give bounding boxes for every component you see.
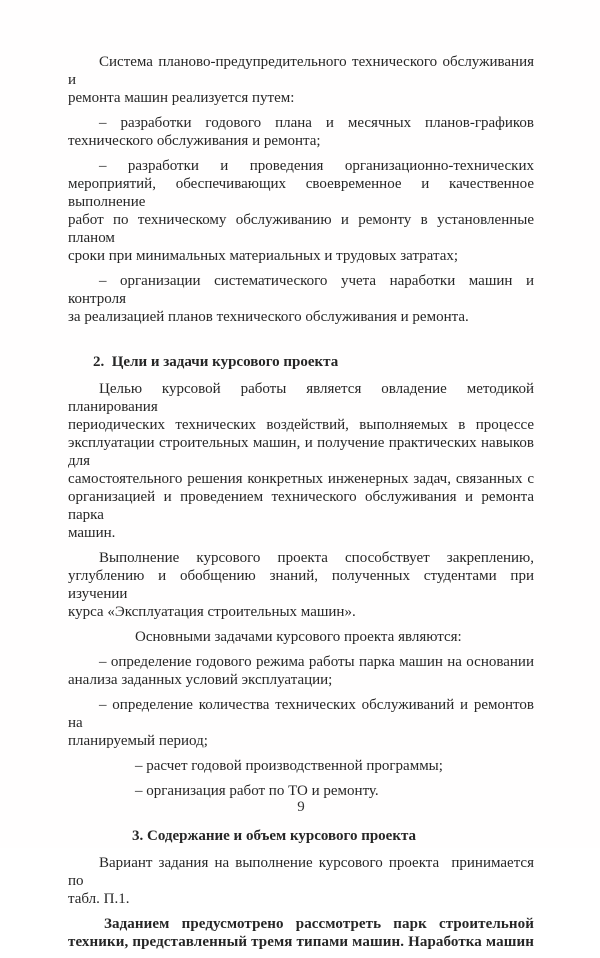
text-line: – разработки и проведения организационно-технических [99, 158, 534, 174]
intro-paragraph [68, 53, 534, 107]
text-line: Выполнение курсового проекта способствует закреплению, [99, 550, 534, 566]
text-line: Заданием предусмотрено рассмотреть парк строительной [104, 916, 534, 932]
text-line: мероприятий, обеспечивающих своевременное и качественное выполнение [68, 176, 534, 210]
text-line: организацией и проведением технического обслуживания и ремонта парка [68, 489, 534, 523]
text-line: Вариант задания на выполнение курсового проекта принимается по [68, 855, 534, 889]
text-line: углублению и обобщению знаний, полученных студентами при изучении [68, 568, 534, 602]
text-line: ремонта машин реализуется путем: [68, 90, 295, 106]
text-line: – расчет годовой производственной программы; [135, 758, 443, 774]
goals-paragraph [68, 380, 534, 542]
text-line: самостоятельного решения конкретных инженерных задач, связанных с [68, 471, 534, 487]
section-heading-contents [68, 827, 534, 845]
bullet-accounting [68, 272, 534, 326]
page-number: 9 [297, 799, 305, 815]
text-line: Система планово-предупредительного технического обслуживания и [68, 54, 534, 88]
text-line: табл. П.1. [68, 891, 130, 907]
text-line: 2. Цели и задачи курсового проекта [93, 354, 339, 370]
text-line: – определение количества технических обслуживаний и ремонтов на [68, 697, 534, 731]
text-line: – организация работ по ТО и ремонту. [135, 783, 379, 799]
text-line: курса «Эксплуатация строительных машин». [68, 604, 356, 620]
text-line: эксплуатации строительных машин, и получение практических навыков для [68, 435, 534, 469]
tasks-lead-line [68, 628, 534, 646]
variant-paragraph [68, 854, 534, 908]
assignment-bold-paragraph [68, 915, 534, 951]
text-line: планируемый период; [68, 733, 208, 749]
text-line: техники, представленный тремя типами машин. Наработка машин [68, 934, 534, 950]
text-line: технического обслуживания и ремонта; [68, 133, 321, 149]
section-heading-goals [68, 353, 534, 371]
text-line: работ по техническому обслуживанию и ремонту в установленные планом [68, 212, 534, 246]
text-line: 3. Содержание и объем курсового проекта [132, 828, 417, 844]
text-line: сроки при минимальных материальных и трудовых затратах; [68, 248, 459, 264]
text-line: анализа заданных условий эксплуатации; [68, 672, 333, 688]
bullet-production-program [68, 757, 534, 775]
text-line: за реализацией планов технического обслуживания и ремонта. [68, 309, 469, 325]
text-line: – организации систематического учета наработки машин и контроля [68, 273, 534, 307]
bullet-annual-plan [68, 114, 534, 150]
text-line: – разработки годового плана и месячных планов-графиков [99, 115, 534, 131]
page-footer [68, 798, 534, 816]
bullet-maintenance-count [68, 696, 534, 750]
text-line: Целью курсовой работы является овладение методикой планирования [68, 381, 534, 415]
text-line: – определение годового режима работы парка машин на основании [99, 654, 534, 670]
benefit-paragraph [68, 549, 534, 621]
bullet-org-measures [68, 157, 534, 265]
text-line: периодических технических воздействий, выполняемых в процессе [68, 417, 534, 433]
bullet-annual-mode [68, 653, 534, 689]
page-content [68, 53, 534, 958]
text-line: Основными задачами курсового проекта являются: [135, 629, 462, 645]
text-line: машин. [68, 525, 116, 541]
